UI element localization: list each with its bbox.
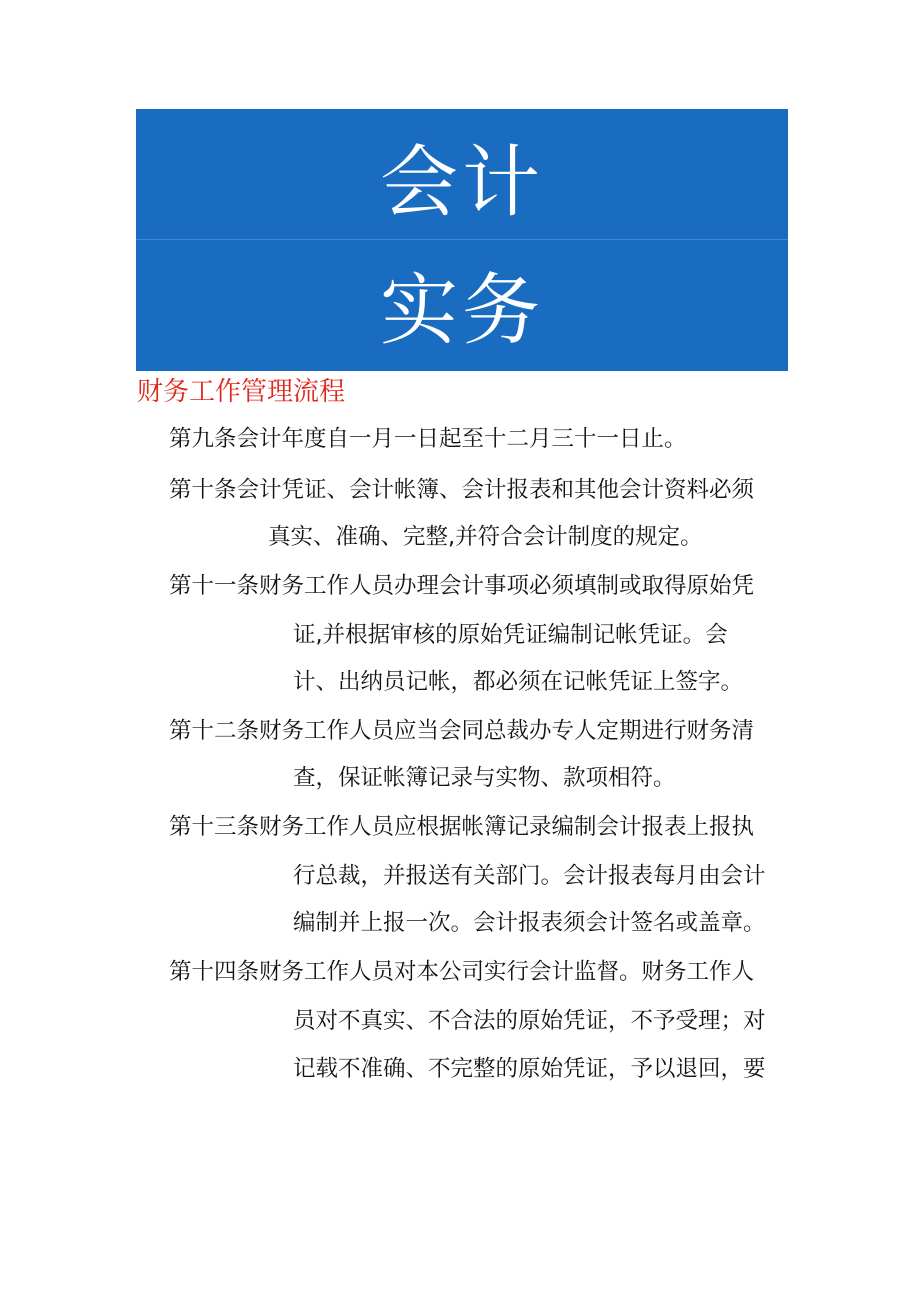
section-title: 财务工作管理流程 <box>137 377 346 407</box>
article-11-line-2: 证,并根据审核的原始凭证编制记帐凭证。会 <box>293 622 728 648</box>
article-14-line-2: 员对不真实、不合法的原始凭证，不予受理；对 <box>293 1008 766 1034</box>
article-12-line-1: 第十二条财务工作人员应当会同总裁办专人定期进行财务清 <box>169 718 755 744</box>
article-14-line-3: 记载不准确、不完整的原始凭证，予以退回，要 <box>293 1056 766 1082</box>
article-13-line-1: 第十三条财务工作人员应根据帐簿记录编制会计报表上报执 <box>169 814 755 840</box>
article-9-line-1: 第九条会计年度自一月一日起至十二月三十一日止。 <box>169 426 687 452</box>
banner-title-line-1: 会计 <box>379 138 544 228</box>
article-10-line-1: 第十条会计凭证、会计帐簿、会计报表和其他会计资料必须 <box>169 477 755 503</box>
article-11-line-1: 第十一条财务工作人员办理会计事项必须填制或取得原始凭 <box>169 573 755 599</box>
article-12-line-2: 查，保证帐簿记录与实物、款项相符。 <box>293 765 676 791</box>
article-13-line-2: 行总裁，并报送有关部门。会计报表每月由会计 <box>293 863 766 889</box>
article-14-line-1: 第十四条财务工作人员对本公司实行会计监督。财务工作人 <box>169 959 755 985</box>
article-11-line-3: 计、出纳员记帐，都必须在记帐凭证上签字。 <box>293 669 744 695</box>
banner-title-line-2: 实务 <box>379 266 544 356</box>
article-10-line-2: 真实、准确、完整,并符合会计制度的规定。 <box>268 524 703 550</box>
article-13-line-3: 编制并上报一次。会计报表须会计签名或盖章。 <box>293 910 766 936</box>
title-banner <box>136 109 788 371</box>
